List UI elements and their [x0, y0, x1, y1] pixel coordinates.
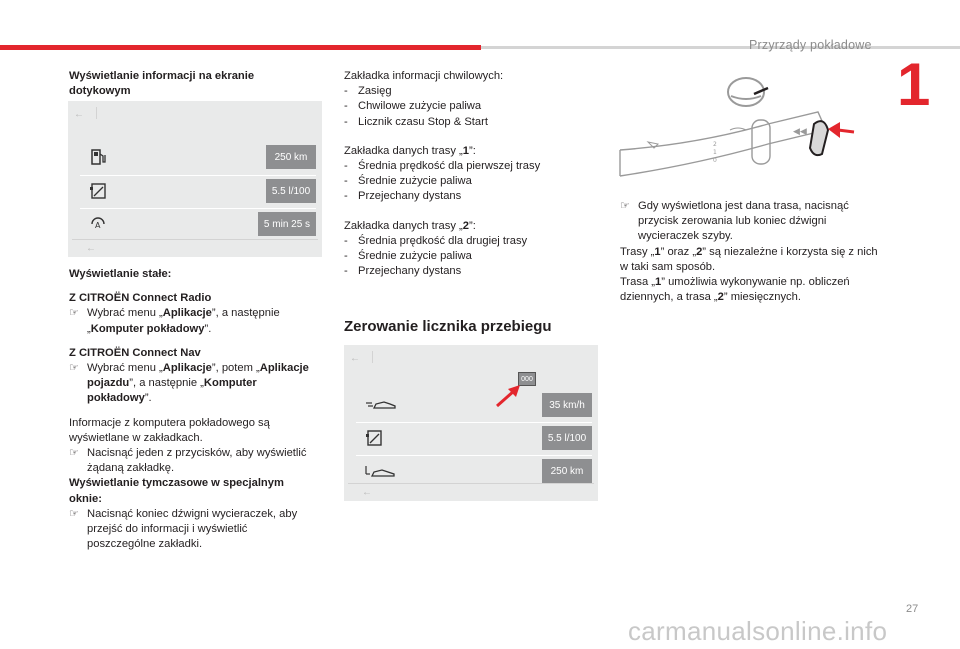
heading-permanent: Wyświetlanie stałe: — [69, 268, 172, 280]
nav-title: Z CITROËN Connect Nav — [69, 346, 201, 359]
display-row-stop-start — [68, 209, 322, 239]
left-column-top — [69, 69, 309, 99]
consumption-value[interactable]: 5.5 l/100 — [542, 426, 592, 450]
page-number: 27 — [906, 603, 919, 615]
touchscreen-trip-display — [68, 101, 322, 257]
watermark: carmanualsonline.info — [628, 616, 888, 646]
consumption-value[interactable]: 5.5 l/100 — [266, 179, 316, 203]
display-row-consumption — [68, 176, 322, 206]
average-speed-icon — [364, 396, 398, 414]
touchscreen-reset-display — [344, 345, 598, 501]
tab-trip2-title: Zakładka danych trasy „2”: — [344, 219, 476, 232]
fuel-consumption-icon — [88, 182, 110, 200]
trip-independence-text: Trasy „1” oraz „2” są niezależne i korzysta się z nich w taki sam sposób. — [620, 245, 878, 273]
fuel-pump-icon — [88, 148, 110, 166]
back-arrow-icon[interactable]: ← — [350, 353, 360, 364]
svg-text:0: 0 — [713, 157, 717, 164]
arrow-bullet-icon: ☞ — [69, 362, 80, 375]
fuel-consumption-icon — [364, 429, 386, 447]
svg-text:1: 1 — [713, 149, 717, 156]
trip-usage-text: Trasa „1” umożliwia wykonywanie np. obliczeń dziennych, a trasa „2” miesięcznych. — [620, 276, 850, 304]
left-column-body — [69, 267, 314, 552]
display-row-range — [68, 142, 322, 172]
stop-start-icon — [88, 215, 110, 233]
arrow-bullet-icon: ☞ — [69, 447, 80, 460]
divider — [372, 351, 373, 363]
tab-temp-title: Zakładka informacji chwilowych: — [344, 70, 504, 82]
display-row-distance — [344, 456, 598, 486]
info-step: ☞ Nacisnąć jeden z przycisków, aby wyświetlić żądaną zakładkę. — [69, 446, 314, 476]
section-title: Przyrządy pokładowe — [749, 38, 872, 52]
heading-temporary: Wyświetlanie tymczasowe w specjalnym oknie: — [69, 477, 284, 505]
temp-step: ☞ Nacisnąć koniec dźwigni wycieraczek, aby przejść do informacji i wyświetlić poszczególne zakładki. — [69, 507, 314, 553]
reset-button-label: 000 — [521, 375, 533, 383]
right-column — [620, 199, 880, 305]
bottom-divider — [348, 483, 594, 484]
back-arrow-icon[interactable]: ← — [362, 487, 372, 498]
radio-title: Z CITROËN Connect Radio — [69, 292, 212, 305]
middle-column: Zakładka informacji chwilowych: - Zasięg - Chwilowe zużycie paliwa - Licznik czasu Stop & Start Zakładka danych trasy „1”: - Średnia prędkość dla pierwszej trasy - Średnie zużycie paliwa - Przejechany dystans Zakładka danych trasy „2”: - Średnia prędkość dla drugiej trasy - Średnie zużycie paliwa - Przejechany dystans — [344, 69, 584, 279]
back-arrow-icon[interactable]: ← — [74, 109, 84, 120]
distance-value[interactable]: 250 km — [542, 459, 592, 483]
display-row-speed — [344, 390, 598, 420]
chapter-number: 1 — [897, 51, 931, 118]
svg-text:◀◀: ◀◀ — [793, 127, 807, 137]
radio-step: ☞ Wybrać menu „Aplikacje”, a następnie „Komputer pokładowy”. — [69, 306, 314, 336]
svg-text:A: A — [95, 221, 101, 230]
back-arrow-icon[interactable]: ← — [86, 243, 96, 254]
arrow-bullet-icon: ☞ — [69, 307, 80, 320]
svg-text:2: 2 — [713, 141, 717, 148]
header-accent-bar — [0, 45, 481, 50]
trip-distance-icon — [364, 462, 398, 480]
wiper-stalk-illustration — [618, 72, 878, 197]
reset-step: ☞ Gdy wyświetlona jest dana trasa, nacisnąć przycisk zerowania lub koniec dźwigni wycieraczek szyby. — [620, 199, 880, 245]
header-rule — [481, 46, 960, 49]
display-row-consumption — [344, 423, 598, 453]
speed-value[interactable]: 35 km/h — [542, 393, 592, 417]
arrow-bullet-icon: ☞ — [69, 507, 80, 520]
range-value[interactable]: 250 km — [266, 145, 316, 169]
heading-touchscreen: Wyświetlanie informacji na ekranie dotykowym — [69, 70, 255, 98]
stop-start-value[interactable]: 5 min 25 s — [258, 212, 316, 236]
reset-heading: Zerowanie licznika przebiegu — [344, 318, 552, 335]
divider — [96, 107, 97, 119]
tab-trip1-title: Zakładka danych trasy „1”: — [344, 144, 476, 157]
info-text: Informacje z komputera pokładowego są wyświetlane w zakładkach. — [69, 416, 270, 444]
nav-step: ☞ Wybrać menu „Aplikacje”, potem „Aplikacje pojazdu”, a następnie „Komputer pokładowy”. — [69, 361, 314, 407]
arrow-bullet-icon: ☞ — [620, 200, 631, 212]
bottom-divider — [72, 239, 318, 240]
